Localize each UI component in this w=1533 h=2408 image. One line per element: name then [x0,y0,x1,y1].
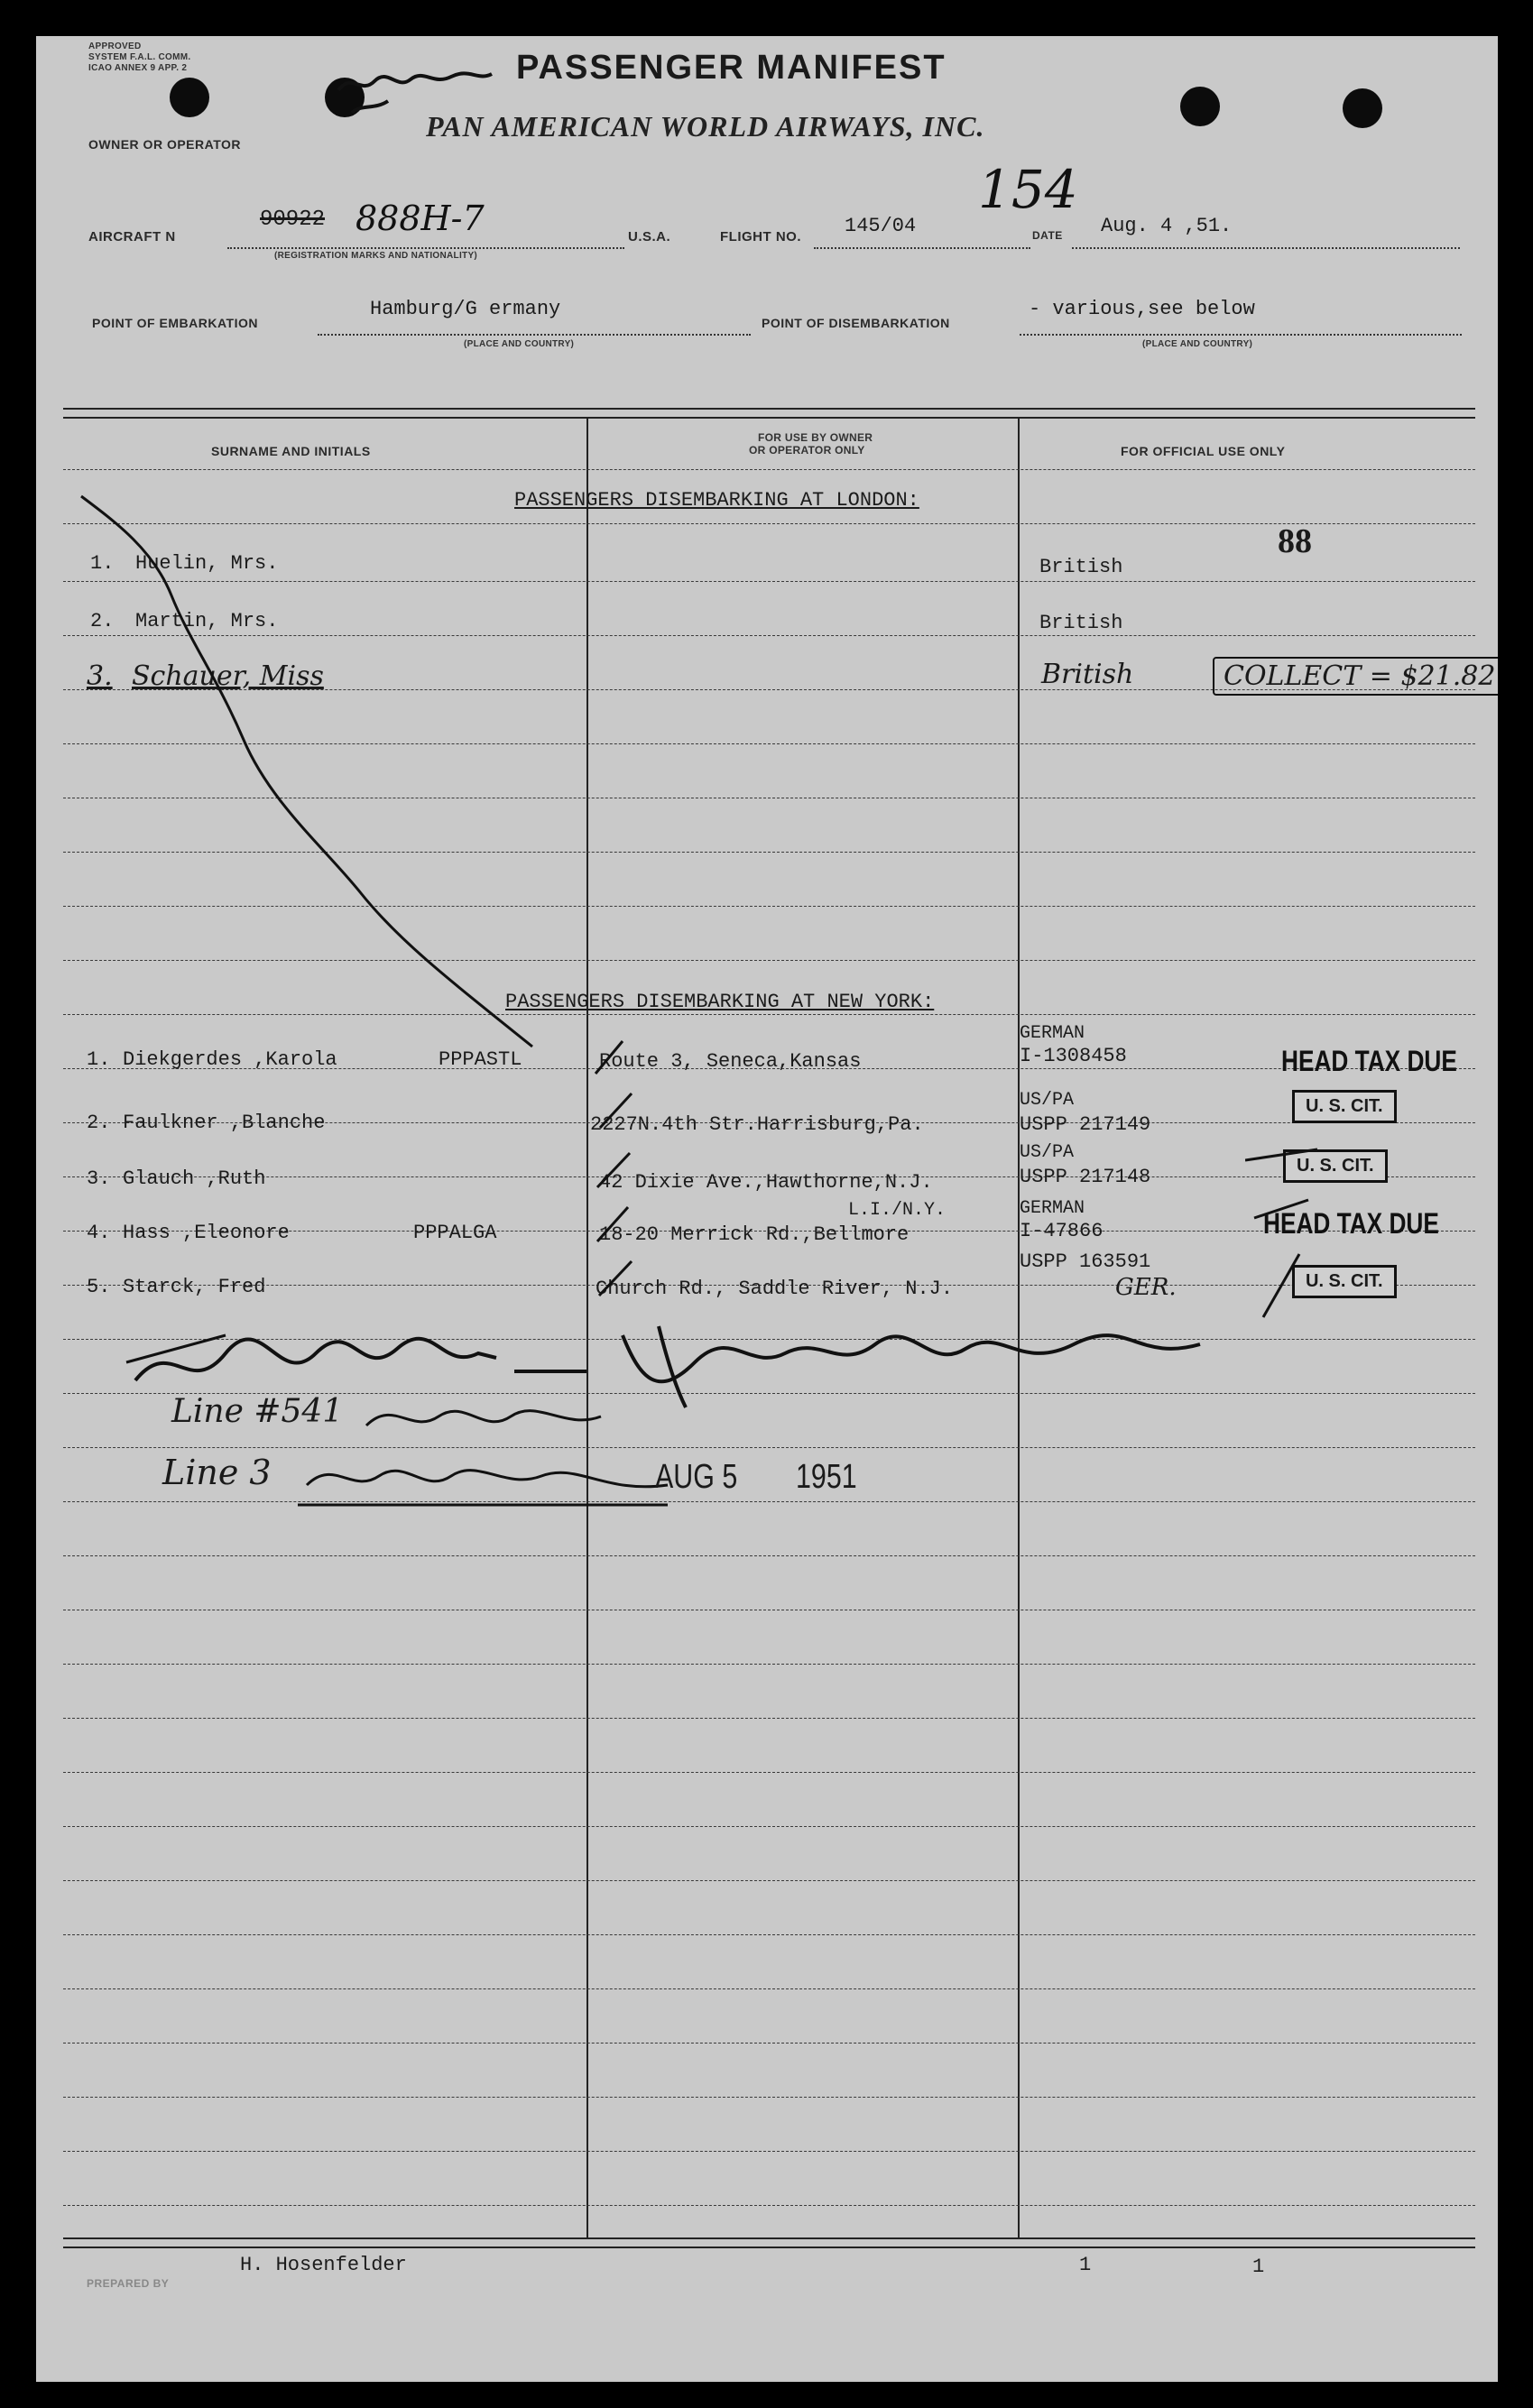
flight-number: 145/04 [845,215,917,237]
ny-name-4: Hass ,Eleonore [123,1222,290,1244]
registration-caption: (REGISTRATION MARKS AND NATIONALITY) [274,251,478,261]
year-stamp: 1951 [796,1458,857,1496]
ny-note-1: HEAD TAX DUE [1281,1045,1457,1077]
ny-name-5: Starck, Fred [123,1276,266,1298]
ny-heading: PASSENGERS DISEMBARKING AT NEW YORK: [505,991,935,1013]
london-num-3: 3. [87,660,113,692]
punch-hole-right [1180,87,1220,126]
disembark-value: - various,see below [1029,298,1255,320]
ny-official-after-5: GER. [1115,1274,1177,1301]
aircraft-number: 888H-7 [356,198,485,238]
london-official-2: British [1039,612,1123,634]
date-stamp: AUG 5 [655,1458,738,1496]
line3-signature [298,1449,677,1512]
ny-address-2: 2227N.4th Str.Harrisburg,Pa. [590,1113,924,1136]
london-name-1: Huelin, Mrs. [135,552,279,575]
ny-num-5: 5. [87,1276,111,1298]
col-header-owner-1: FOR USE BY OWNER [758,431,873,444]
col-header-owner-2: OR OPERATOR ONLY [749,444,865,457]
ny-name-3: Glauch ,Ruth [123,1167,266,1190]
prepared-label: PREPARED BY [87,2277,170,2290]
ny-address-4: 18-20 Merrick Rd.,Bellmore [599,1223,910,1246]
london-official-3: British [1041,659,1134,690]
page-left: 1 [1079,2254,1092,2276]
official-marks [1245,1074,1471,1326]
approval-line-3: ICAO ANNEX 9 APP. 2 [88,63,188,73]
inspector-line: Line #541 [171,1393,344,1430]
ny-note-4: HEAD TAX DUE [1263,1207,1439,1240]
inspector-signature [357,1389,610,1453]
embark-label: POINT OF EMBARKATION [92,316,258,330]
ny-num-4: 4. [87,1222,111,1244]
disembark-label: POINT OF DISEMBARKATION [762,316,950,330]
disembark-caption: (PLACE AND COUNTRY) [1142,339,1253,349]
london-official-1: British [1039,556,1123,578]
london-name-3: Schauer, Miss [132,660,324,692]
london-num-2: 2. [90,610,115,632]
ny-official-top-2: US/PA [1020,1090,1075,1111]
approval-line-2: SYSTEM F.A.L. COMM. [88,52,191,62]
strike-line [54,469,559,1056]
page-right: 1 [1252,2256,1265,2278]
london-collect-note: COLLECT = $21.82 [1213,657,1498,696]
ny-name-2: Faulkner ,Blanche [123,1112,326,1134]
punch-hole-right-2 [1343,88,1382,128]
date-value: Aug. 4 ,51. [1101,215,1233,237]
page-title: PASSENGER MANIFEST [516,49,947,87]
london-heading: PASSENGERS DISEMBARKING AT LONDON: [514,489,919,512]
ny-stamp-2: U. S. CIT. [1292,1090,1397,1123]
ny-official-top-3: US/PA [1020,1142,1075,1163]
ny-official-top-1: GERMAN [1020,1023,1085,1044]
flight-label: FLIGHT NO. [720,229,801,244]
ny-official-3: USPP 217148 [1020,1166,1151,1188]
punch-hole-left [170,78,209,117]
pen-scribble [334,54,496,117]
ny-address-top-4: L.I./N.Y. [848,1200,947,1221]
check-marks [577,1029,686,1326]
ny-official-5: USPP 163591 [1020,1250,1151,1273]
date-label: DATE [1032,229,1063,242]
ny-name-1: Diekgerdes ,Karola [123,1048,337,1071]
london-num-1: 1. [90,552,115,575]
ny-official-2: USPP 217149 [1020,1113,1151,1136]
ny-address-3: 42 Dixie Ave.,Hawthorne,N.J. [599,1171,933,1194]
col-header-name: SURNAME AND INITIALS [211,444,371,458]
nationality: U.S.A. [628,229,671,244]
aircraft-label: AIRCRAFT N [88,229,176,244]
ny-code-4: PPPALGA [413,1222,497,1244]
ny-num-1: 1. [87,1048,111,1071]
ny-stamp-3: U. S. CIT. [1283,1149,1388,1183]
ny-address-5: Church Rd., Saddle River, N.J. [596,1278,954,1300]
embark-value: Hamburg/G ermany [370,298,561,320]
ny-num-2: 2. [87,1112,111,1134]
manifest-sheet [36,36,1498,2382]
ny-num-3: 3. [87,1167,111,1190]
ny-stamp-5: U. S. CIT. [1292,1265,1397,1298]
line3-note: Line 3 [162,1453,272,1492]
operator-name: PAN AMERICAN WORLD AIRWAYS, INC. [426,110,985,143]
aircraft-struck: 90922 [260,208,326,232]
approval-line-1: APPROVED [88,42,142,51]
col-header-official: FOR OFFICIAL USE ONLY [1121,444,1286,458]
ny-official-4: I-47866 [1020,1220,1104,1242]
ny-address-1: Route 3, Seneca,Kansas [599,1050,862,1073]
ny-code-1: PPPASTL [439,1048,522,1071]
london-count-note: 88 [1278,522,1312,560]
embark-caption: (PLACE AND COUNTRY) [464,339,575,349]
owner-label: OWNER OR OPERATOR [88,137,241,152]
ny-official-1: I-1308458 [1020,1045,1127,1067]
london-name-2: Martin, Mrs. [135,610,279,632]
ny-official-top-4: GERMAN [1020,1198,1085,1219]
prepared-by: H. Hosenfelder [240,2254,407,2276]
flight-handwritten: 154 [978,159,1078,220]
